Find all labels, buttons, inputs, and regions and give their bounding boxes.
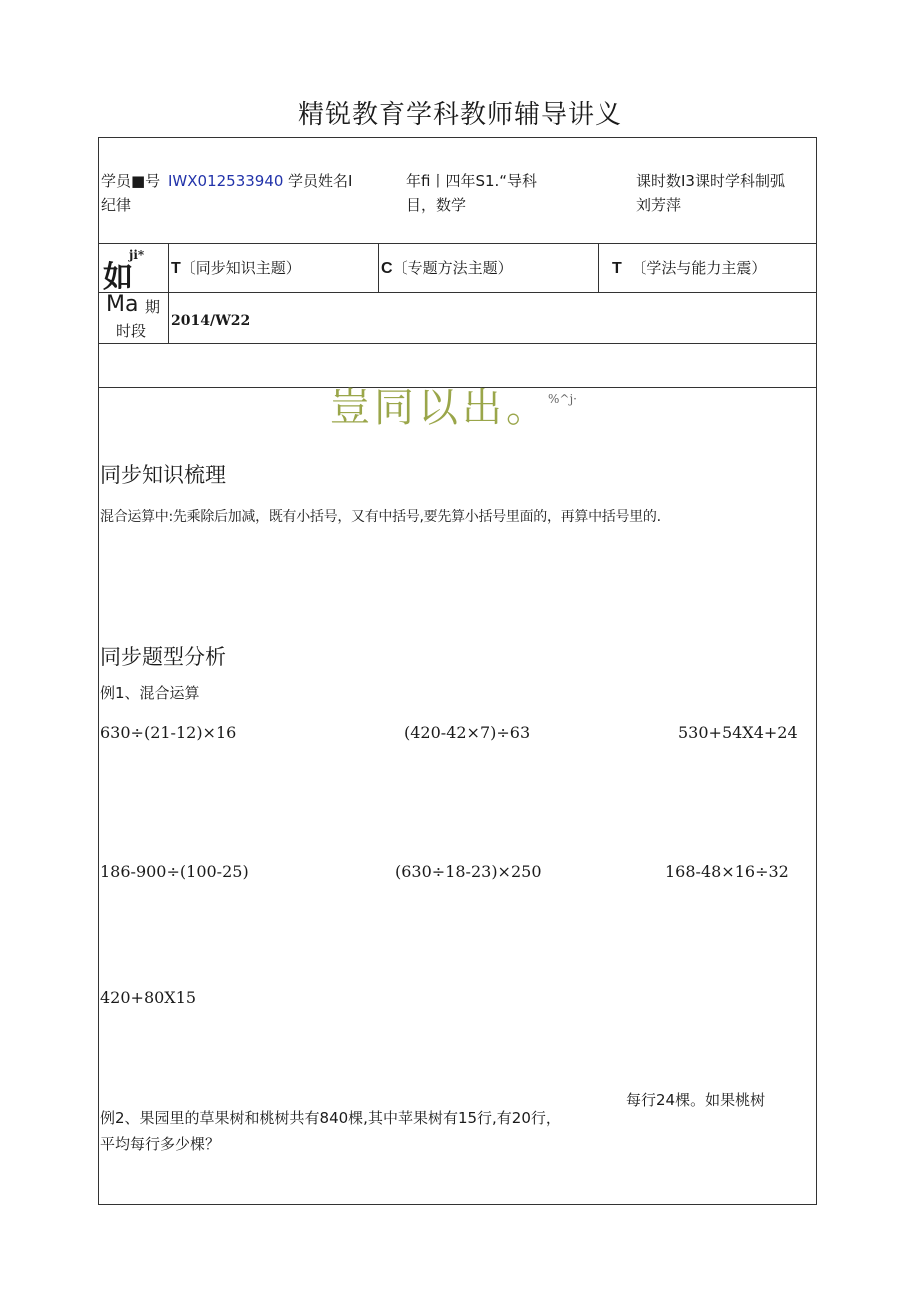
expression: 530+54X4+24 [678, 723, 798, 742]
student-name: 纪律 [101, 196, 132, 214]
section-heading-sync-knowledge: 同步知识梳理 [100, 463, 226, 487]
expression: (630÷18-23)×250 [395, 862, 542, 881]
topic-ability-label: 〔学法与能力主震） [631, 259, 767, 277]
grade-subject: 年fi丨四年S1.“导科 [406, 172, 538, 190]
row-divider [98, 243, 817, 244]
column-divider [378, 243, 379, 292]
section-heading-sync-analysis: 同步题型分析 [100, 645, 226, 669]
student-name-label: 学员姓名I [288, 172, 353, 190]
student-no: IWX012533940 [168, 172, 284, 190]
knowledge-text: 混合运算中:先乘除后加减，既有小括号，又有中括号,要先算小括号里面的，再算中括号里的. [100, 509, 661, 525]
date-label-timeslot: 时段 [116, 322, 147, 340]
topic-method-letter: C [381, 260, 393, 277]
row-divider [98, 343, 817, 344]
expression: 168-48×16÷32 [665, 862, 789, 881]
watermark-text: 豈同以出。 [330, 385, 550, 431]
topic-method-label: 〔专题方法主题） [392, 259, 513, 277]
topic-sync-label: 〔同步知识主题） [180, 259, 301, 277]
lesson-hours: 课时数I3课时学科制弧 [636, 172, 785, 190]
topic-sync-knowledge [171, 257, 301, 280]
subject-value: 目，数学 [406, 196, 467, 214]
page-title: 精锐教育学科教师辅导讲义 [297, 100, 622, 130]
example1-label: 例1、混合运算 [100, 684, 200, 702]
example2-question: 例2、果园里的草果树和桃树共有840棵,其中苹果树有15行,有20行， [100, 1109, 561, 1127]
topic-ability-letter: T [612, 260, 622, 277]
logo-superscript: ji* [129, 248, 145, 262]
row-divider [98, 292, 817, 293]
date-label-ma: Ma [106, 292, 139, 317]
topic-special-method [381, 257, 513, 280]
expression: 630÷(21-12)×16 [100, 723, 237, 742]
student-no-label: 学员■号 [101, 172, 161, 190]
handout-frame [98, 137, 817, 1205]
topic-study-ability [612, 257, 766, 280]
date-label-period: 期 [145, 298, 161, 316]
column-divider [168, 243, 169, 343]
expression: 420+80X15 [100, 988, 197, 1007]
lesson-date: 2014/W22 [171, 313, 251, 329]
watermark-small: %^j· [548, 392, 577, 406]
logo-glyph: 如 [103, 260, 133, 295]
expression: 186-900÷(100-25) [100, 862, 249, 881]
example2-question-cont: 平均每行多少棵？ [100, 1135, 221, 1153]
example2-side-text: 每行24棵。如果桃树 [626, 1091, 766, 1109]
topic-sync-letter: T [171, 260, 181, 277]
expression: (420-42×7)÷63 [404, 723, 531, 742]
teacher-name: 刘芳萍 [636, 196, 682, 214]
column-divider [598, 243, 599, 292]
